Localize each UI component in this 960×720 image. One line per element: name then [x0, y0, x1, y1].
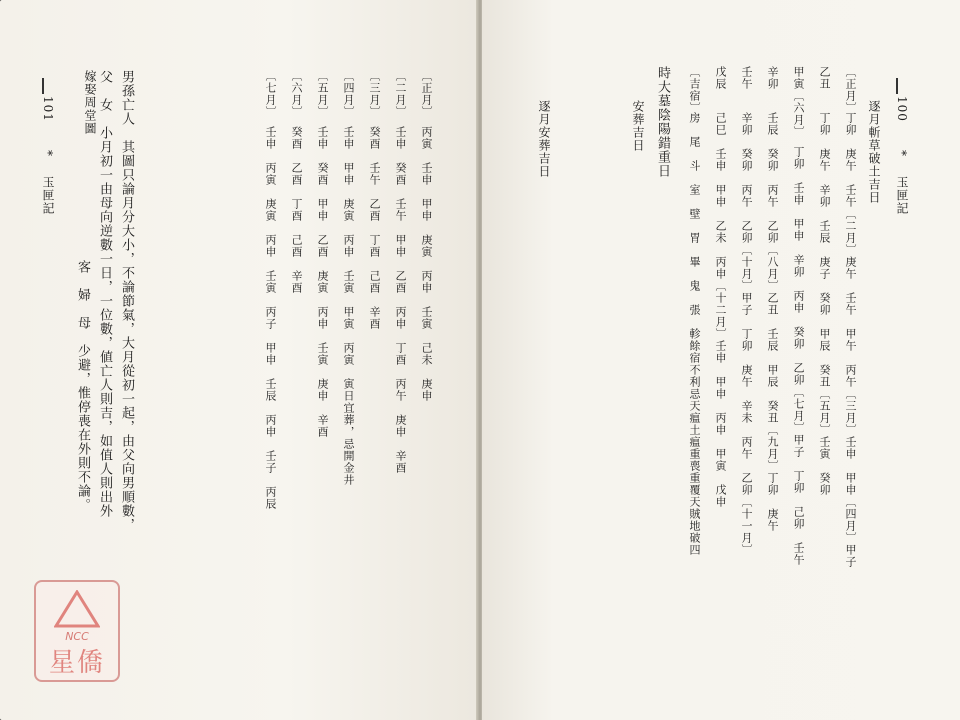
right-row-days-3: 丁卯 壬申 甲申 辛卯 丙申 癸卯 乙卯〔七月〕甲子 丁卯 己卯 壬午 — [792, 146, 805, 566]
right-row-month-1: 〔正月〕 — [844, 66, 857, 114]
right-row-days-6: 己巳 壬申 甲申 乙未 丙申〔十二月〕壬申 甲申 丙申 甲寅 戊申 — [714, 112, 727, 508]
right-folio-number: 100 — [895, 96, 909, 122]
publisher-stamp — [34, 580, 120, 682]
left-row-month-1: 〔正月〕 — [420, 70, 433, 118]
left-body-line-3: 客 婦 母 少避，惟停喪在外則不論。 — [75, 260, 90, 512]
left-body-line-1: 男孫亡人 其圖只論月分大小，不論節氣，大月從初一起，由父向男順數， — [119, 70, 134, 532]
left-row-days-1: 丙寅 壬申 甲申 庚寅 丙申 壬寅 己未 庚申 — [420, 126, 433, 402]
stamp-name: 星僑 — [48, 648, 105, 678]
right-row-month-6: 戊辰 — [714, 66, 727, 90]
left-page — [0, 0, 478, 720]
left-row-days-3: 癸酉 壬午 乙酉 丁酉 己酉 辛酉 — [368, 126, 381, 330]
left-folio-number: 101 — [41, 96, 55, 122]
right-folio-star: * — [895, 150, 909, 157]
right-row-month-7: 〔吉宿〕 — [688, 66, 701, 114]
stamp-logo-text: NCC — [65, 630, 89, 643]
right-note-3: 逐月安葬吉日 — [537, 100, 551, 178]
right-row-days-1: 丁卯 庚午 壬午〔二月〕庚午 壬午 甲午 丙午〔三月〕壬申 甲申〔四月〕甲子 — [844, 112, 857, 568]
left-row-days-6: 癸酉 乙酉 丁酉 己酉 辛酉 — [290, 126, 303, 294]
right-row-month-4: 辛卯 — [766, 66, 779, 90]
right-note-1: 時大墓陰陽錯重日 — [655, 66, 670, 178]
right-row-days-5: 辛卯 癸卯 丙午 乙卯〔十月〕甲子 丁卯 庚午 辛未 丙午 乙卯〔十一月〕 — [740, 112, 753, 556]
left-row-month-5: 〔五月〕 — [316, 70, 329, 118]
right-row-days-4: 壬辰 癸卯 丙午 乙卯〔八月〕乙丑 壬辰 甲辰 癸丑〔九月〕丁卯 庚午 — [766, 112, 779, 532]
left-row-month-3: 〔三月〕 — [368, 70, 381, 118]
right-row-days-2: 丁卯 庚午 辛卯 壬辰 庚子 癸卯 甲辰 癸丑〔五月〕壬寅 癸卯 — [818, 112, 831, 496]
left-body-line-2: 父 女 小月初一由母向逆數一日，一位數，値亡人則吉，如值人則出外 — [97, 70, 112, 518]
left-row-month-2: 〔二月〕 — [394, 70, 407, 118]
ncc-triangle-icon — [54, 590, 100, 628]
right-page — [482, 0, 960, 720]
left-folio-star: * — [41, 150, 55, 157]
right-section-title: 逐月斬草破土吉日 — [867, 100, 881, 204]
left-row-month-4: 〔四月〕 — [342, 70, 355, 118]
left-row-month-6: 〔六月〕 — [290, 70, 303, 118]
right-note-2: 安葬吉日 — [631, 100, 645, 152]
right-folio-rule — [896, 78, 898, 94]
left-row-days-4: 壬申 甲申 庚寅 丙申 壬寅 甲寅 丙寅 寅日宜葬，忌開金井 — [342, 126, 355, 486]
left-folio-rule — [42, 78, 44, 94]
left-row-month-7: 〔七月〕 — [264, 70, 277, 118]
right-row-month-3: 甲寅〔六月〕 — [792, 66, 805, 138]
left-row-days-7: 壬申 丙寅 庚寅 丙申 壬寅 丙子 甲申 壬辰 丙申 壬子 丙辰 — [264, 126, 277, 510]
left-book-title: 玉匣記 — [41, 176, 55, 215]
left-row-days-2: 壬申 癸酉 壬午 甲申 乙酉 丙申 丁酉 丙午 庚申 辛酉 — [394, 126, 407, 474]
right-row-days-7: 房 尾 斗 室 壁 胃 畢 鬼 張 軫餘宿不利忌天瘟土瘟重喪重覆天賊地破四 — [688, 112, 701, 556]
right-row-month-5: 壬午 — [740, 66, 753, 90]
left-row-days-5: 壬申 癸酉 甲申 乙酉 庚寅 丙申 壬寅 庚申 辛酉 — [316, 126, 329, 438]
left-section-title: 嫁娶周堂圖 — [83, 70, 97, 135]
right-row-month-2: 乙丑 — [818, 66, 831, 90]
right-book-title: 玉匣記 — [895, 176, 909, 215]
